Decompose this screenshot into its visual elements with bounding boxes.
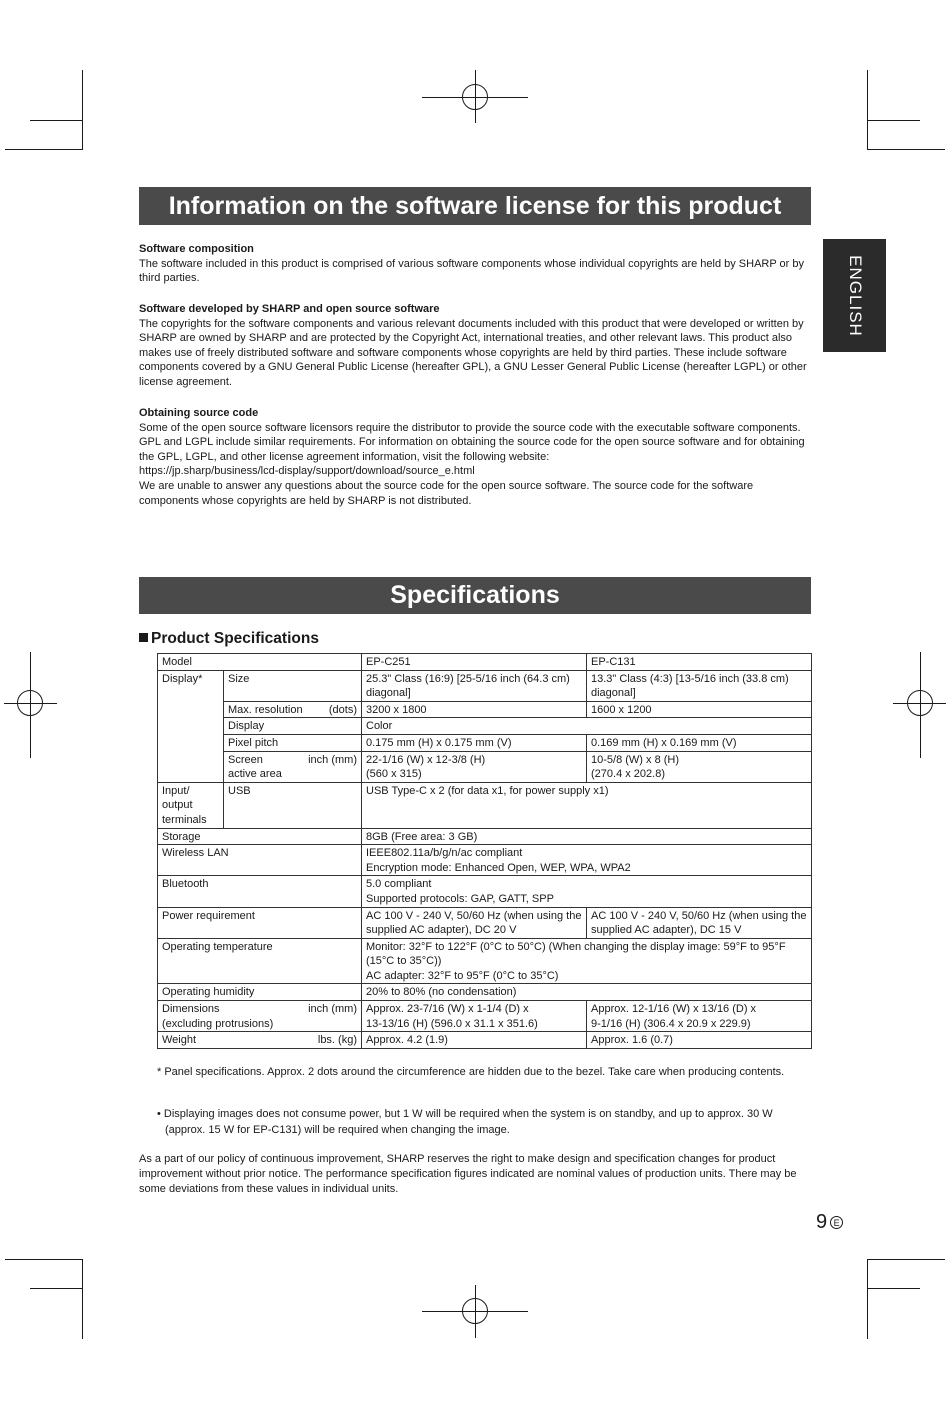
io-line-1: Input/ bbox=[162, 784, 190, 797]
power-label: Power requirement bbox=[158, 907, 362, 938]
section-body-2: We are unable to answer any questions about the source code for the open source software. The source code for the software components whose copyrights are held by SHARP is not distributed. bbox=[139, 479, 754, 507]
footnote: * Panel specifications. Approx. 2 dots around the circumference are hidden due to the bezel. Take care when producing contents. bbox=[157, 1066, 785, 1078]
size-label: Size bbox=[224, 670, 362, 701]
display-type-value: Color bbox=[362, 718, 812, 735]
inch-mm-unit: inch (mm) bbox=[308, 1003, 357, 1016]
display-label: Display* bbox=[158, 670, 224, 782]
language-tab-label: ENGLISH bbox=[845, 254, 865, 337]
table-row bbox=[158, 734, 812, 751]
dims-251-line-2: 13-13/16 (H) (596.0 x 31.1 x 351.6) bbox=[366, 1017, 538, 1030]
weight-label bbox=[158, 1032, 362, 1049]
dimensions-ep-c131 bbox=[587, 1001, 812, 1032]
section-heading: Software composition bbox=[139, 243, 254, 255]
spec-table bbox=[157, 653, 812, 1049]
area-131-line-2: (270.4 x 202.8) bbox=[591, 768, 665, 781]
dimensions-text: Dimensions bbox=[162, 1003, 220, 1016]
active-area-text: active area bbox=[228, 768, 282, 781]
area-251-line-2: (560 x 315) bbox=[366, 768, 422, 781]
english-circle-icon: E bbox=[830, 1216, 843, 1229]
wlan-line-1: IEEE802.11a/b/g/n/ac compliant bbox=[366, 847, 523, 860]
max-resolution-label bbox=[224, 701, 362, 718]
screen-area-label bbox=[224, 751, 362, 782]
table-row bbox=[158, 828, 812, 845]
excluding-protrusions-text: (excluding protrusions) bbox=[162, 1017, 274, 1030]
table-row bbox=[158, 1001, 812, 1032]
source-code-section bbox=[139, 406, 811, 508]
bt-line-1: 5.0 compliant bbox=[366, 878, 432, 891]
storage-label: Storage bbox=[158, 828, 362, 845]
dimensions-label bbox=[158, 1001, 362, 1032]
pixel-pitch-ep-c251: 0.175 mm (H) x 0.175 mm (V) bbox=[362, 734, 587, 751]
square-bullet-icon bbox=[139, 633, 148, 642]
wireless-lan-label: Wireless LAN bbox=[158, 845, 362, 876]
open-source-section bbox=[139, 302, 811, 390]
weight-ep-c131: Approx. 1.6 (0.7) bbox=[587, 1032, 812, 1049]
section-body: The copyrights for the software components and various relevant documents included with this product that were developed or written by SHARP are owned by SHARP and are protected by the Copyright Act, international treaties, and other relevant laws. This product also makes use of freely distributed software and software components whose copyrights are held by third parties. These include software components covered by a GNU General Public License (hereafter GPL), a GNU Lesser General Public License (hereafter LGPL) or other license agreement. bbox=[139, 317, 807, 388]
op-temp-label: Operating temperature bbox=[158, 938, 362, 984]
screen-text: Screen bbox=[228, 753, 263, 766]
dimensions-ep-c251 bbox=[362, 1001, 587, 1032]
usb-label: USB bbox=[224, 782, 362, 828]
power-ep-c251: AC 100 V - 240 V, 50/60 Hz (when using the supplied AC adapter), DC 20 V bbox=[362, 907, 587, 938]
section-heading: Obtaining source code bbox=[139, 407, 259, 419]
table-row bbox=[158, 701, 812, 718]
weight-text: Weight bbox=[162, 1034, 197, 1047]
table-row bbox=[158, 751, 812, 782]
screen-area-ep-c131 bbox=[587, 751, 812, 782]
resolution-ep-c251: 3200 x 1800 bbox=[362, 701, 587, 718]
model-ep-c131: EP-C131 bbox=[587, 654, 812, 671]
bluetooth-label: Bluetooth bbox=[158, 876, 362, 907]
temp-line-1: Monitor: 32°F to 122°F (0°C to 50°C) (When changing the display image: 59°F to 95°F (15°C to 35°C)) bbox=[366, 940, 786, 968]
model-ep-c251: EP-C251 bbox=[362, 654, 587, 671]
dims-131-line-1: Approx. 12-1/16 (W) x 13/16 (D) x bbox=[591, 1003, 757, 1016]
op-humidity-label: Operating humidity bbox=[158, 984, 362, 1001]
table-row bbox=[158, 876, 812, 907]
power-ep-c131: AC 100 V - 240 V, 50/60 Hz (when using the supplied AC adapter), DC 15 V bbox=[587, 907, 812, 938]
bt-line-2: Supported protocols: GAP, GATT, SPP bbox=[366, 892, 554, 905]
table-row bbox=[158, 670, 812, 701]
table-row bbox=[158, 718, 812, 735]
source-url: https://jp.sharp/business/lcd-display/support/download/source_e.html bbox=[139, 465, 475, 478]
table-row bbox=[158, 845, 812, 876]
section-body: The software included in this product is comprised of various software components whose individual copyrights are held by SHARP or by third parties. bbox=[139, 257, 805, 285]
table-row bbox=[158, 654, 812, 671]
model-label: Model bbox=[158, 654, 362, 671]
size-ep-c131: 13.3" Class (4:3) [13-5/16 inch (33.8 cm) diagonal] bbox=[587, 670, 812, 701]
dims-251-line-1: Approx. 23-7/16 (W) x 1-1/4 (D) x bbox=[366, 1003, 529, 1016]
display-type-label: Display bbox=[224, 718, 362, 735]
dots-unit: (dots) bbox=[328, 703, 357, 716]
table-row bbox=[158, 984, 812, 1001]
product-specs-heading-text: Product Specifications bbox=[151, 630, 319, 647]
license-title-banner: Information on the software license for this product bbox=[139, 187, 811, 225]
table-row bbox=[158, 907, 812, 938]
size-ep-c251: 25.3" Class (16:9) [25-5/16 inch (64.3 cm) diagonal] bbox=[362, 670, 587, 701]
screen-area-ep-c251 bbox=[362, 751, 587, 782]
max-resolution-text: Max. resolution bbox=[228, 703, 303, 716]
section-body: Some of the open source software licensors require the distributor to provide the source code with the executable software components. GPL and LGPL include similar requirements. For information on obtaining the source code for the open source software and for obtaining the GPL, LGPL, and other license agreement information, visit the following website: bbox=[139, 421, 805, 463]
storage-value: 8GB (Free area: 3 GB) bbox=[362, 828, 812, 845]
page-number-text: 9 bbox=[816, 1211, 828, 1233]
resolution-ep-c131: 1600 x 1200 bbox=[587, 701, 812, 718]
table-row bbox=[158, 938, 812, 984]
pixel-pitch-label: Pixel pitch bbox=[224, 734, 362, 751]
wlan-line-2: Encryption mode: Enhanced Open, WEP, WPA, WPA2 bbox=[366, 861, 631, 874]
table-row bbox=[158, 782, 812, 828]
inch-mm-unit: inch (mm) bbox=[308, 753, 357, 766]
wireless-lan-value bbox=[362, 845, 812, 876]
policy-note: As a part of our policy of continuous improvement, SHARP reserves the right to make design and specification changes for product improvement without prior notice. The performance specification figures indicated are nominal values of production units. There may be some deviations from these values in individual units. bbox=[139, 1153, 797, 1195]
product-specs-heading bbox=[139, 630, 319, 648]
table-row bbox=[158, 1032, 812, 1049]
page-number bbox=[816, 1211, 843, 1234]
area-131-line-1: 10-5/8 (W) x 8 (H) bbox=[591, 753, 680, 766]
bluetooth-value bbox=[362, 876, 812, 907]
dims-131-line-2: 9-1/16 (H) (306.4 x 20.9 x 229.9) bbox=[591, 1017, 751, 1030]
io-terminals-label bbox=[158, 782, 224, 828]
op-temp-value bbox=[362, 938, 812, 984]
power-note: • Displaying images does not consume power, but 1 W will be required when the system is on standby, and up to approx. 30 W (approx. 15 W for EP-C131) will be required when changing the image. bbox=[157, 1108, 773, 1136]
weight-ep-c251: Approx. 4.2 (1.9) bbox=[362, 1032, 587, 1049]
software-composition-section bbox=[139, 242, 811, 286]
op-humidity-value: 20% to 80% (no condensation) bbox=[362, 984, 812, 1001]
temp-line-2: AC adapter: 32°F to 95°F (0°C to 35°C) bbox=[366, 969, 559, 982]
section-heading: Software developed by SHARP and open source software bbox=[139, 303, 440, 315]
specifications-title-banner: Specifications bbox=[139, 577, 811, 614]
lbs-kg-unit: lbs. (kg) bbox=[317, 1034, 357, 1047]
language-tab bbox=[823, 239, 886, 352]
usb-value: USB Type-C x 2 (for data x1, for power supply x1) bbox=[362, 782, 812, 828]
area-251-line-1: 22-1/16 (W) x 12-3/8 (H) bbox=[366, 753, 486, 766]
pixel-pitch-ep-c131: 0.169 mm (H) x 0.169 mm (V) bbox=[587, 734, 812, 751]
io-line-3: terminals bbox=[162, 813, 207, 826]
io-line-2: output bbox=[162, 799, 193, 812]
